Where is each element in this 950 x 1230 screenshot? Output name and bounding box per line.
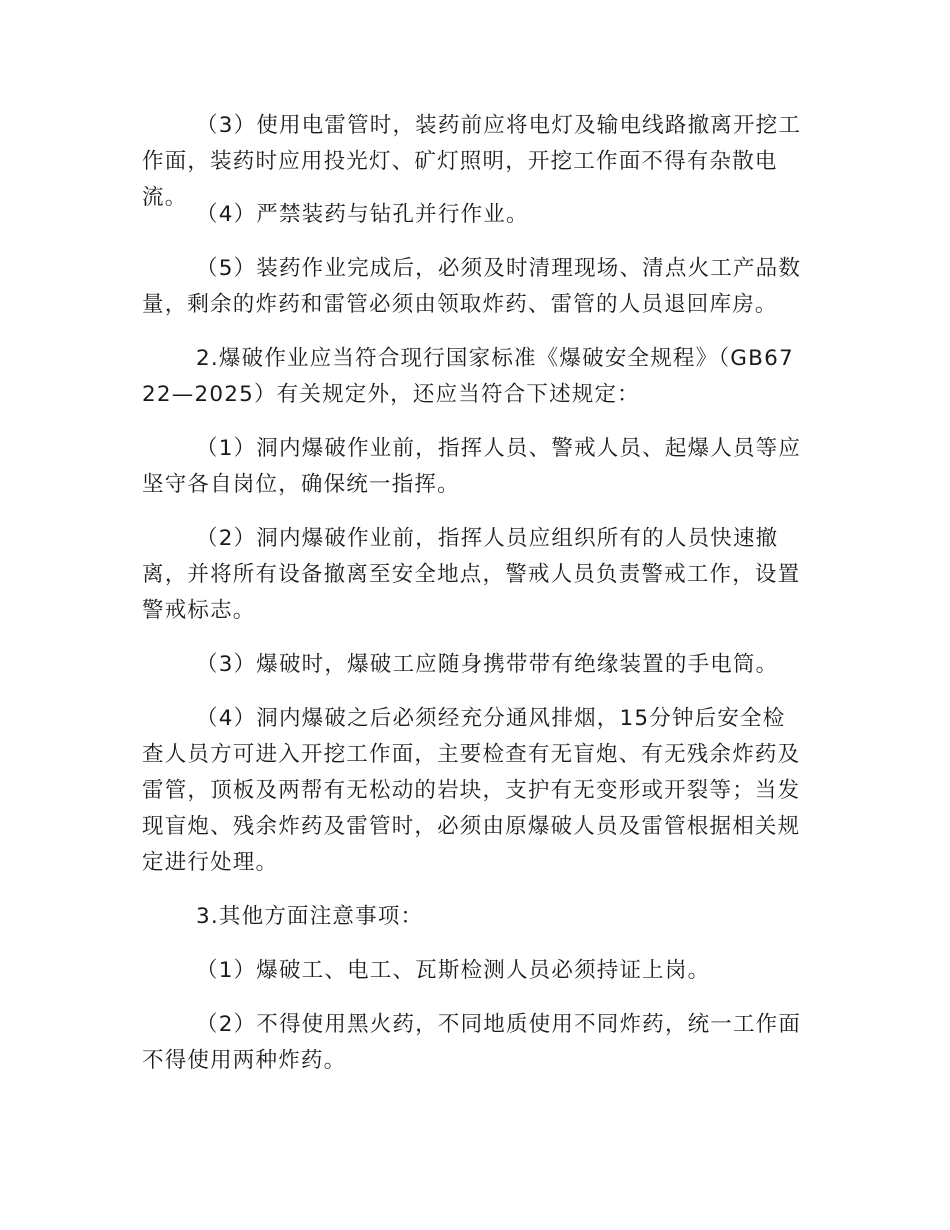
paragraph-2-evacuation: （2）洞内爆破作业前，指挥人员应组织所有的人员快速撤离，并将所有设备撤离至安全地点，警戒人员负责警戒工作，设置警戒标志。 — [142, 526, 801, 623]
paragraph-section-3-other-notes: 3.其他方面注意事项： — [196, 904, 424, 929]
paragraph-3-electric-detonator: （3）使用电雷管时，装药前应将电灯及输电线路撤离开挖工作面，装药时应用投光灯、矿灯照明，开挖工作面不得有杂散电流。 — [142, 113, 802, 210]
paragraph-2-explosive-types: （2）不得使用黑火药，不同地质使用不同炸药，统一工作面不得使用两种炸药。 — [142, 1012, 802, 1073]
paragraph-4-post-blast-inspection: （4）洞内爆破之后必须经充分通风排烟，15分钟后安全检查人员方可进入开挖工作面，主要检查有无盲炮、有无残余炸药及雷管，顶板及两帮有无松动的岩块，支护有无变形或开裂等；当发现盲炮、残余炸药及雷管时，必须由原爆破人员及雷管根据相关规定进行处理。 — [142, 706, 801, 875]
paragraph-1-command-posts: （1）洞内爆破作业前，指挥人员、警戒人员、起爆人员等应坚守各自岗位，确保统一指挥。 — [142, 436, 802, 497]
paragraph-1-certified-workers: （1）爆破工、电工、瓦斯检测人员必须持证上岗。 — [196, 958, 711, 983]
paragraph-3-flashlight: （3）爆破时，爆破工应随身携带带有绝缘装置的手电筒。 — [196, 652, 779, 677]
paragraph-section-2-blasting-rules: 2.爆破作业应当符合现行国家标准《爆破安全规程》（GB6722—2025）有关规定外，还应当符合下述规定： — [142, 346, 794, 407]
paragraph-4-no-parallel-work: （4）严禁装药与钻孔并行作业。 — [196, 202, 529, 227]
paragraph-5-after-charging: （5）装药作业完成后，必须及时清理现场、清点火工产品数量，剩余的炸药和雷管必须由领取炸药、雷管的人员退回库房。 — [142, 256, 802, 317]
